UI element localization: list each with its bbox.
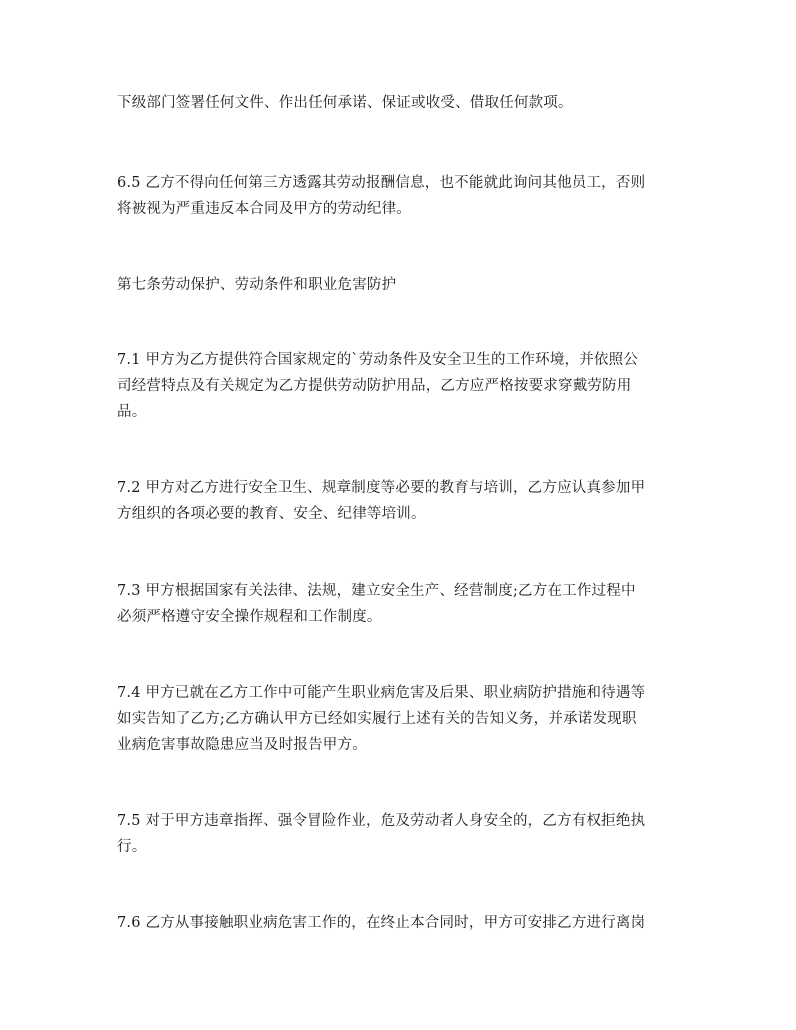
- text-line: 7.2 甲方对乙方进行安全卫生、规章制度等必要的教育与培训，乙方应认真参加甲: [117, 480, 646, 496]
- text-line: 6.5 乙方不得向任何第三方透露其劳动报酬信息，也不能就此询问其他员工，否则: [117, 175, 646, 191]
- text-line: 7.5 对于甲方违章指挥、强令冒险作业，危及劳动者人身安全的，乙方有权拒绝执: [117, 813, 646, 829]
- text-line: 7.6 乙方从事接触职业病危害工作的，在终止本合同时，甲方可安排乙方进行离岗: [117, 915, 646, 931]
- section-heading-article-7: [117, 272, 677, 298]
- paragraph-6-4-continuation: [117, 90, 677, 116]
- text-line: 下级部门签署任何文件、作出任何承诺、保证或收受、借取任何款项。: [117, 95, 573, 111]
- text-line: 司经营特点及有关规定为乙方提供劳动防护用品，乙方应严格按要求穿戴劳防用: [117, 378, 632, 394]
- text-line: 方组织的各项必要的教育、安全、纪律等培训。: [117, 506, 426, 522]
- text-line: 7.1 甲方为乙方提供符合国家规定的`劳动条件及安全卫生的工作环境，并依照公: [117, 352, 639, 368]
- text-line: 必须严格遵守安全操作规程和工作制度。: [117, 609, 382, 625]
- text-line: 业病危害事故隐患应当及时报告甲方。: [117, 737, 367, 753]
- paragraph-7-2: [117, 475, 677, 527]
- text-line: 7.4 甲方已就在乙方工作中可能产生职业病危害及后果、职业病防护措施和待遇等: [117, 685, 646, 701]
- paragraph-6-5: [117, 170, 677, 222]
- paragraph-7-1: [117, 347, 677, 425]
- text-line: 品。: [117, 404, 147, 420]
- paragraph-7-3: [117, 578, 677, 630]
- text-line: 第七条劳动保护、劳动条件和职业危害防护: [117, 277, 397, 293]
- paragraph-7-4: [117, 680, 677, 758]
- text-line: 将被视为严重违反本合同及甲方的劳动纪律。: [117, 201, 411, 217]
- paragraph-7-5: [117, 808, 677, 860]
- text-line: 行。: [117, 839, 147, 855]
- paragraph-7-6: [117, 910, 677, 936]
- text-line: 7.3 甲方根据国家有关法律、法规，建立安全生产、经营制度;乙方在工作过程中: [117, 583, 636, 599]
- text-line: 如实告知了乙方;乙方确认甲方已经如实履行上述有关的告知义务，并承诺发现职: [117, 711, 637, 727]
